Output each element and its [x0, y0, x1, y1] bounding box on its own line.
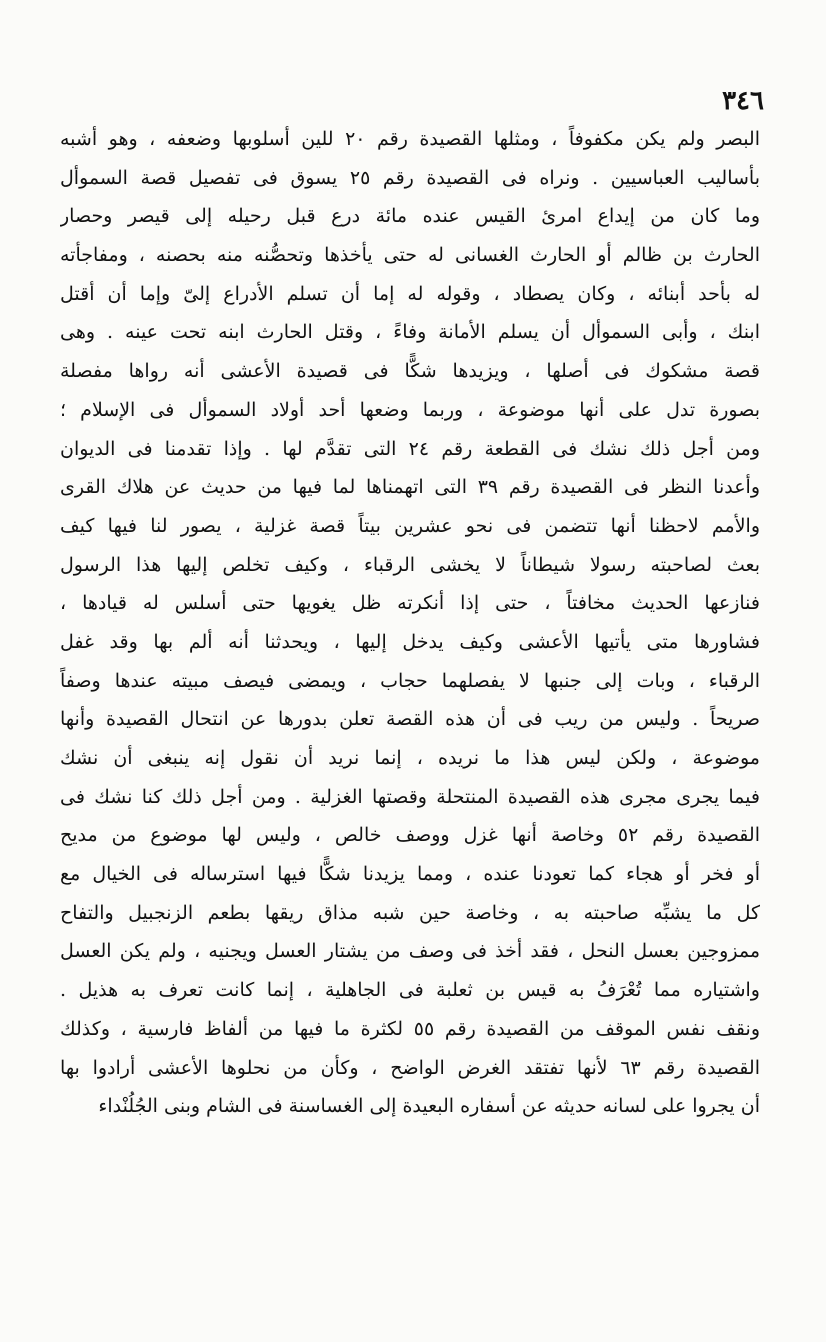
- text-line: فشاورها متى يأتيها الأعشى وكيف يدخل إليها ، ويحدثنا أنه ألم بها وقد غفل: [60, 630, 760, 653]
- text-line: أو فخر أو هجاء كما تعودنا عنده ، ومما يزيدنا شكًّا فيها استرساله فى الخيال مع: [60, 863, 760, 886]
- text-line: واشتياره مما تُعْرَفُ به قيس بن ثعلبة فى الجاهلية ، إنما كانت تعرف به هذيل .: [60, 979, 760, 1002]
- text-line: البصر ولم يكن مكفوفاً ، ومثلها القصيدة رقم ٢٠ للين أسلوبها وضعفه ، وهو أشبه: [60, 128, 760, 150]
- text-line: الحارث بن ظالم أو الحارث الغسانى له حتى يأخذها وتحصُّنه منه بحصنه ، ومفاجأته: [60, 244, 760, 267]
- body-text: [60, 120, 760, 1126]
- text-line: وأعدنا النظر فى القصيدة رقم ٣٩ التى اتهمناها لما فيها من حديث عن هلاك القرى: [60, 476, 760, 499]
- text-line: الرقباء ، وبات إلى جنبها لا يفصلهما حجاب ، ويمضى فيصف مبيته عندها وصفاً: [60, 669, 760, 692]
- text-line: صريحاً . وليس من ريب فى أن هذه القصة تعلن بدورها عن انتحال القصيدة وأنها: [60, 708, 760, 731]
- text-line: قصة مشكوك فى أصلها ، ويزيدها شكًّا فى قصيدة الأعشى أنه رواها مفصلة: [60, 360, 760, 383]
- text-line: وما كان من إيداع امرئ القيس عنده مائة درع قبل رحيله إلى قيصر وحصار: [60, 205, 760, 228]
- text-line: بصورة تدل على أنها موضوعة ، وربما وضعها أحد أولاد السموأل فى الإسلام ؛: [60, 398, 760, 421]
- text-line: القصيدة رقم ٦٣ لأنها تفتقد الغرض الواضح ، وكأن من نحلوها الأعشى أرادوا بها: [60, 1056, 760, 1079]
- text-line: موضوعة ، ولكن ليس هذا ما نريده ، إنما نريد أن نقول إنه ينبغى أن نشك: [60, 747, 760, 769]
- text-line: فنازعها الحديث مخافتاً ، حتى إذا أنكرته ظل يغويها حتى أسلس له قيادها ،: [60, 592, 760, 615]
- text-line: القصيدة رقم ٥٢ وخاصة أنها غزل ووصف خالص ، وليس لها موضوع من مديح: [60, 824, 760, 847]
- text-line: له بأحد أبنائه ، وكان يصطاد ، وقوله له إما أن تسلم الأدراع إلىّ وإما أن أقتل: [60, 282, 760, 305]
- text-line: ونقف نفس الموقف من القصيدة رقم ٥٥ لكثرة ما فيها من ألفاظ فارسية ، وكذلك: [60, 1017, 760, 1040]
- text-line: ومن أجل ذلك نشك فى القطعة رقم ٢٤ التى تقدَّم لها . وإذا تقدمنا فى الديوان: [60, 437, 760, 460]
- page-number: ٣٤٦: [722, 86, 764, 116]
- text-line: بأساليب العباسيين . ونراه فى القصيدة رقم ٢٥ يسوق فى تفصيل قصة السموأل: [60, 166, 760, 189]
- text-line: أن يجروا على لسانه حديثه عن أسفاره البعيدة إلى الغساسنة فى الشام وبنى الجُلُنْداء: [98, 1095, 760, 1118]
- text-line: والأمم لاحظنا أنها تتضمن فى نحو عشرين بيتاً قصة غزلية ، يصور لنا فيها كيف: [60, 514, 760, 537]
- text-line: بعث لصاحبته رسولا شيطاناً لا يخشى الرقباء ، وكيف تخلص إليها هذا الرسول: [60, 553, 760, 576]
- text-line: كل ما يشبِّه صاحبته به ، وخاصة حين شبه مذاق ريقها بطعم الزنجبيل والتفاح: [60, 901, 760, 924]
- text-line: فيما يجرى مجرى هذه القصيدة المنتحلة وقصتها الغزلية . ومن أجل ذلك كنا نشك فى: [60, 785, 760, 808]
- text-line: ابنك ، وأبى السموأل أن يسلم الأمانة وفاءً ، وقتل الحارث ابنه تحت عينه . وهى: [60, 321, 760, 344]
- text-line: ممزوجين بعسل النحل ، فقد أخذ فى وصف من يشتار العسل ويجنيه ، ولم يكن العسل: [60, 940, 760, 963]
